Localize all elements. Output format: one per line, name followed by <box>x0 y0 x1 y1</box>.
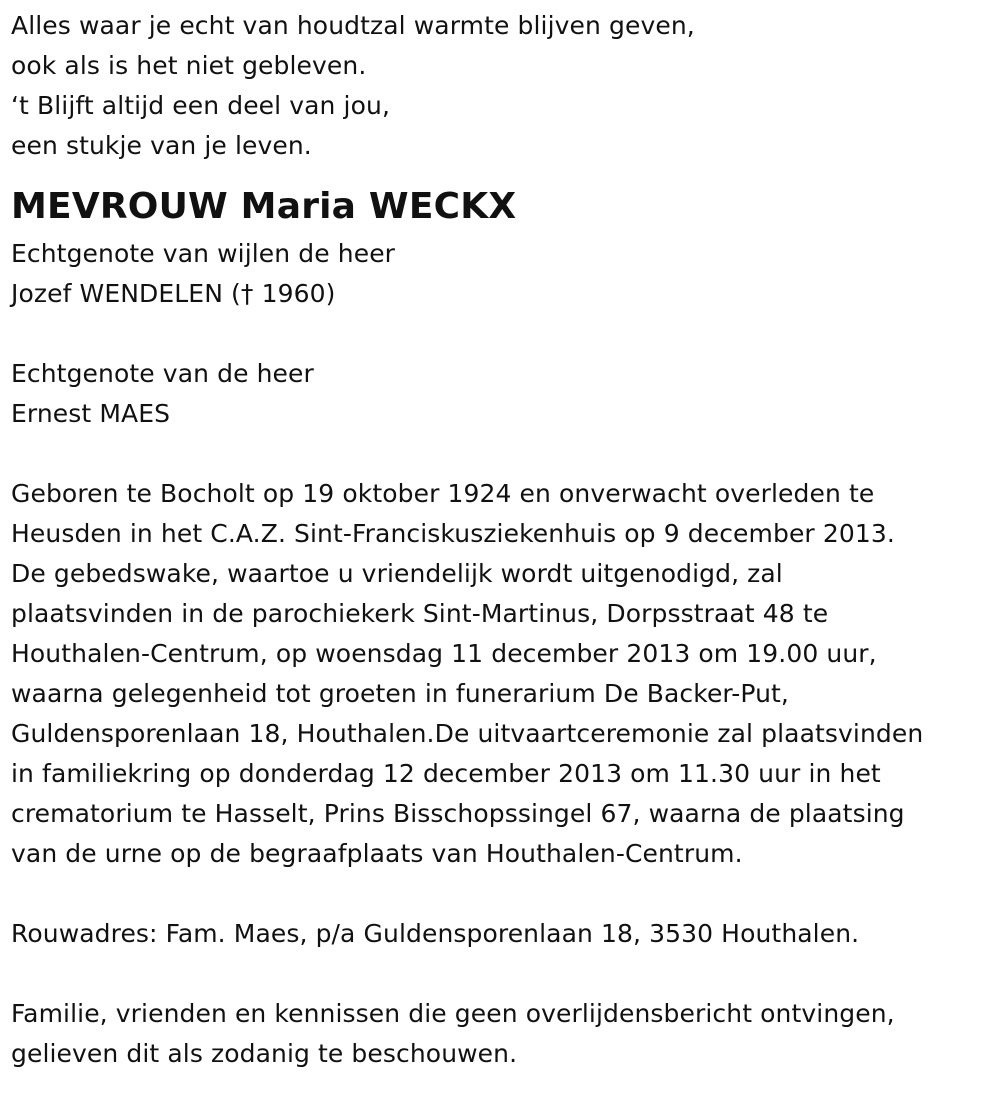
announcement-line: Heusden in het C.A.Z. Sint-Franciskusziekenhuis op 9 december 2013. <box>11 519 895 548</box>
first-spouse-block <box>11 234 991 314</box>
poem-line: ook als is het niet gebleven. <box>11 51 367 80</box>
spacer <box>11 954 991 994</box>
announcement-line: Geboren te Bocholt op 19 oktober 1924 en onverwacht overleden te <box>11 479 875 508</box>
announcement-paragraph <box>11 474 991 874</box>
closing-line: Familie, vrienden en kennissen die geen overlijdensbericht ontvingen, <box>11 999 895 1028</box>
announcement-line: plaatsvinden in de parochiekerk Sint-Martinus, Dorpsstraat 48 te <box>11 599 829 628</box>
spacer <box>11 434 991 474</box>
first-spouse-relation: Echtgenote van wijlen de heer <box>11 239 396 268</box>
spacer <box>11 314 991 354</box>
poem-line: een stukje van je leven. <box>11 131 312 160</box>
cross-icon: † <box>240 279 254 308</box>
second-spouse-relation: Echtgenote van de heer <box>11 359 314 388</box>
poem <box>11 6 991 166</box>
announcement-line: van de urne op de begraafplaats van Houthalen-Centrum. <box>11 839 743 868</box>
announcement-line: Guldensporenlaan 18, Houthalen.De uitvaartceremonie zal plaatsvinden <box>11 719 924 748</box>
second-spouse-block <box>11 354 991 434</box>
announcement-line: waarna gelegenheid tot groeten in funerarium De Backer-Put, <box>11 679 789 708</box>
closing-note <box>11 994 991 1074</box>
mourning-address: Rouwadres: Fam. Maes, p/a Guldensporenlaan 18, 3530 Houthalen. <box>11 919 860 948</box>
announcement-line: crematorium te Hasselt, Prins Bisschopssingel 67, waarna de plaatsing <box>11 799 905 828</box>
first-spouse-name <box>11 274 991 314</box>
closing-line: gelieven dit als zodanig te beschouwen. <box>11 1039 518 1068</box>
announcement-line: Houthalen-Centrum, op woensdag 11 december 2013 om 19.00 uur, <box>11 639 877 668</box>
poem-line: ‘t Blijft altijd een deel van jou, <box>11 91 390 120</box>
spacer <box>11 874 991 914</box>
first-spouse-name-prefix: Jozef WENDELEN ( <box>11 279 241 308</box>
poem-line: Alles waar je echt van houdtzal warmte blijven geven, <box>11 11 695 40</box>
announcement-line: De gebedswake, waartoe u vriendelijk wordt uitgenodigd, zal <box>11 559 783 588</box>
first-spouse-death-year: 1960) <box>261 279 336 308</box>
second-spouse-name: Ernest MAES <box>11 399 171 428</box>
announcement-line: in familiekring op donderdag 12 december 2013 om 11.30 uur in het <box>11 759 881 788</box>
obituary-notice <box>11 6 991 1074</box>
deceased-name: MEVROUW Maria WECKX <box>11 186 517 227</box>
